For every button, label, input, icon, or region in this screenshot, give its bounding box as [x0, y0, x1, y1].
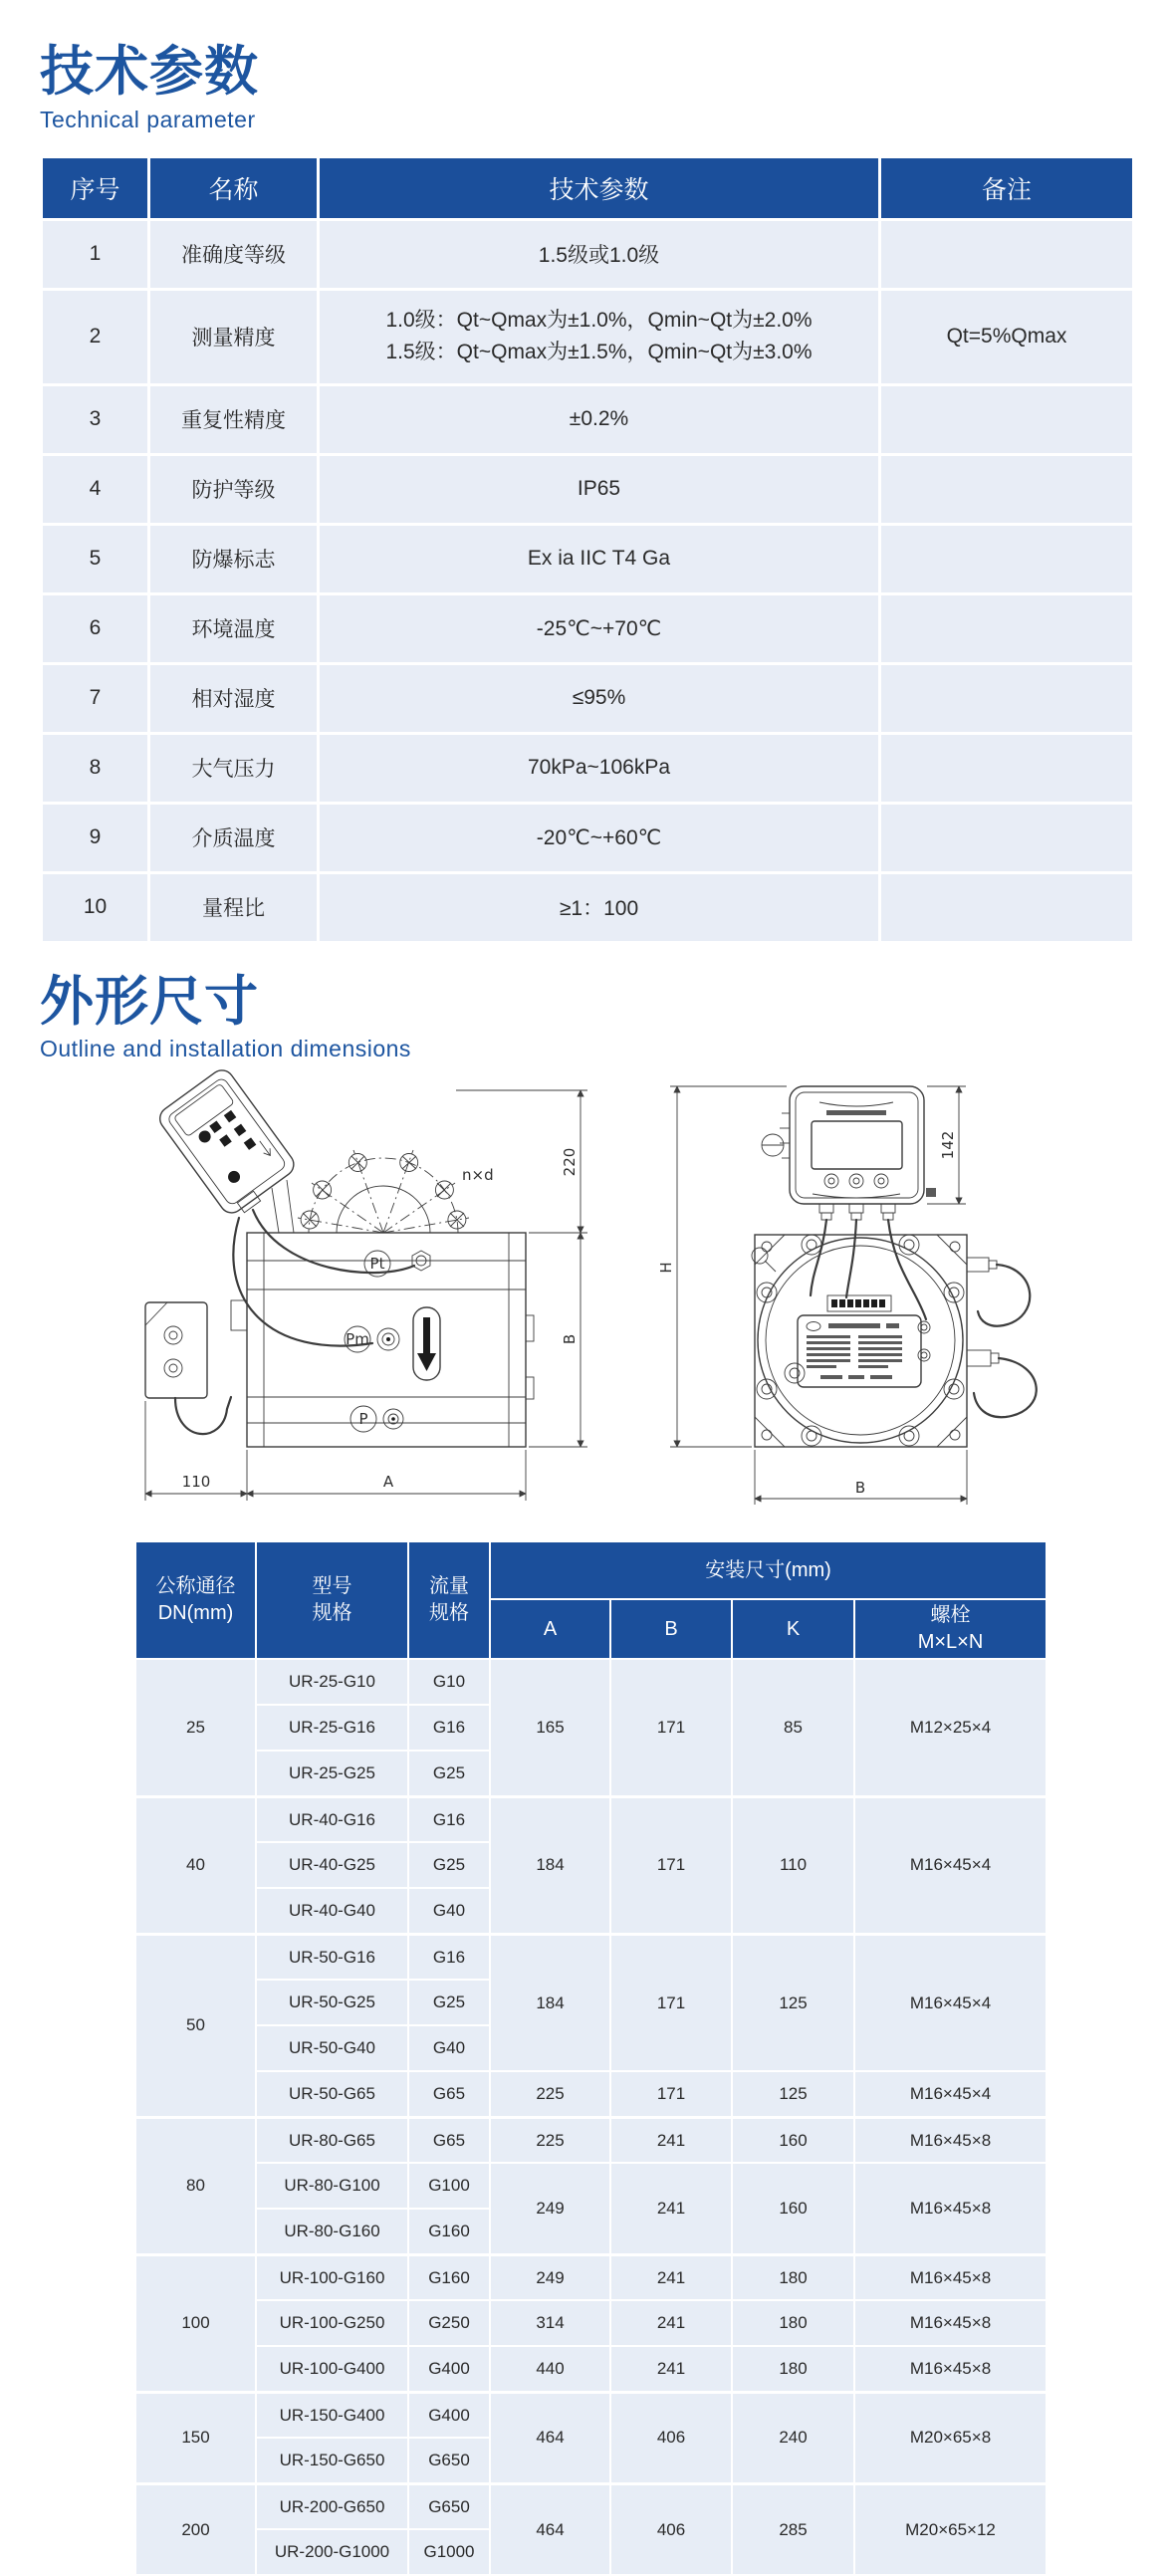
- cell-b: 241: [610, 2300, 732, 2346]
- cell-param: -25℃~+70℃: [319, 593, 880, 663]
- table-row: [135, 1934, 1047, 1980]
- table-header-row: [42, 156, 1134, 219]
- cell-note: [880, 524, 1134, 593]
- header-k: K: [732, 1599, 854, 1659]
- cell-bolt: M12×25×4: [854, 1659, 1047, 1796]
- side-view-drawing: [127, 1068, 615, 1515]
- cell-k: 85: [732, 1659, 854, 1796]
- cell-note: [880, 454, 1134, 524]
- dim-a-label: A: [382, 1473, 394, 1492]
- table-row: [42, 872, 1134, 942]
- section1-subtitle: Technical parameter: [40, 106, 256, 132]
- cell-b: 171: [610, 1659, 732, 1796]
- cell-flow: G650: [408, 2483, 490, 2529]
- cell-note: [880, 733, 1134, 803]
- cell-param: ≤95%: [319, 663, 880, 733]
- cell-flow: G65: [408, 2071, 490, 2117]
- cell-name: 环境温度: [149, 593, 319, 663]
- cell-name: 防爆标志: [149, 524, 319, 593]
- table-row: [135, 2071, 1047, 2117]
- cell-model: UR-40-G40: [256, 1888, 408, 1934]
- cell-model: UR-80-G100: [256, 2163, 408, 2209]
- cell-param: ±0.2%: [319, 384, 880, 454]
- port-p: [350, 1406, 403, 1432]
- cell-note: [880, 219, 1134, 289]
- dim-b-side-label: B: [561, 1334, 579, 1345]
- cell-flow: G40: [408, 2025, 490, 2071]
- cell-bolt: M16×45×4: [854, 2071, 1047, 2117]
- cell-param: Ex ia IIC T4 Ga: [319, 524, 880, 593]
- cell-k: 125: [732, 2071, 854, 2117]
- table-row: [42, 663, 1134, 733]
- cell-no: 10: [42, 872, 149, 942]
- cell-flow: G25: [408, 1751, 490, 1796]
- cell-flow: G250: [408, 2300, 490, 2346]
- cell-flow: G40: [408, 1888, 490, 1934]
- table-row: [135, 1659, 1047, 1705]
- cell-model: UR-100-G160: [256, 2254, 408, 2300]
- cell-k: 240: [732, 2392, 854, 2483]
- cell-dn: 25: [135, 1659, 256, 1796]
- cell-bolt: M16×45×8: [854, 2163, 1047, 2254]
- cell-bolt: M16×45×8: [854, 2300, 1047, 2346]
- header-flow: [408, 1541, 490, 1659]
- header-model: [256, 1541, 408, 1659]
- cell-model: UR-200-G650: [256, 2483, 408, 2529]
- front-view-drawing: [615, 1068, 1083, 1526]
- cell-name: 大气压力: [149, 733, 319, 803]
- table-row: [42, 524, 1134, 593]
- cell-param: 70kPa~106kPa: [319, 733, 880, 803]
- cell-bolt: M16×45×8: [854, 2254, 1047, 2300]
- cell-k: 160: [732, 2163, 854, 2254]
- cell-model: UR-25-G10: [256, 1659, 408, 1705]
- header-flow-line1: 流量: [429, 1575, 469, 1598]
- table-row: [42, 289, 1134, 384]
- table-row: [42, 454, 1134, 524]
- cell-param: -20℃~+60℃: [319, 803, 880, 872]
- cell-dn: 150: [135, 2392, 256, 2483]
- cell-model: UR-50-G16: [256, 1934, 408, 1980]
- cell-dn: 50: [135, 1934, 256, 2117]
- cell-no: 5: [42, 524, 149, 593]
- cell-model: UR-200-G1000: [256, 2529, 408, 2575]
- cell-b: 241: [610, 2346, 732, 2392]
- cell-model: UR-100-G400: [256, 2346, 408, 2392]
- cell-flow: G400: [408, 2346, 490, 2392]
- dim-220: [456, 1090, 587, 1233]
- cell-k: 160: [732, 2117, 854, 2163]
- cell-no: 2: [42, 289, 149, 384]
- cell-dn: 200: [135, 2483, 256, 2575]
- cell-flow: G25: [408, 1842, 490, 1888]
- cell-flow: G10: [408, 1659, 490, 1705]
- pm-label: Pm: [346, 1330, 369, 1349]
- cell-bolt: M20×65×12: [854, 2483, 1047, 2575]
- cell-model: UR-40-G16: [256, 1796, 408, 1842]
- cell-model: UR-80-G65: [256, 2117, 408, 2163]
- header-bolt: [854, 1599, 1047, 1659]
- cell-k: 110: [732, 1796, 854, 1934]
- cell-k: 180: [732, 2300, 854, 2346]
- cell-flow: G650: [408, 2438, 490, 2483]
- cell-name: 量程比: [149, 872, 319, 942]
- cell-param: 1.5级或1.0级: [319, 219, 880, 289]
- cell-dn: 80: [135, 2117, 256, 2254]
- mounting-post: [237, 1180, 294, 1233]
- cell-flow: G160: [408, 2254, 490, 2300]
- bolt-count-label: n×d: [462, 1166, 494, 1185]
- table-row: [135, 2254, 1047, 2300]
- cell-model: UR-25-G25: [256, 1751, 408, 1796]
- cell-model: UR-40-G25: [256, 1842, 408, 1888]
- header-model-line2: 规格: [312, 1602, 352, 1625]
- cell-no: 9: [42, 803, 149, 872]
- cell-no: 6: [42, 593, 149, 663]
- cell-model: UR-25-G16: [256, 1705, 408, 1751]
- flow-direction-arrow: [413, 1307, 440, 1380]
- cell-flow: G16: [408, 1705, 490, 1751]
- cell-k: 285: [732, 2483, 854, 2575]
- cell-flow: G1000: [408, 2529, 490, 2575]
- table-row: [135, 2117, 1047, 2163]
- cell-a: 184: [490, 1934, 610, 2071]
- display-head-front: [762, 1086, 936, 1204]
- cell-bolt: M16×45×4: [854, 1934, 1047, 2071]
- header-dn: [135, 1541, 256, 1659]
- cell-no: 1: [42, 219, 149, 289]
- cell-note: Qt=5%Qmax: [880, 289, 1134, 384]
- header-no: 序号: [42, 156, 149, 219]
- cell-a: 225: [490, 2071, 610, 2117]
- junction-box: [145, 1302, 231, 1434]
- cell-a: 464: [490, 2392, 610, 2483]
- header-flow-line2: 规格: [429, 1602, 469, 1625]
- cell-note: [880, 872, 1134, 942]
- dim-b-side: [529, 1233, 587, 1447]
- cell-b: 241: [610, 2254, 732, 2300]
- section1-title: 技术参数: [40, 42, 259, 102]
- dim-142: [927, 1086, 966, 1204]
- dim-h: [657, 1086, 787, 1447]
- side-connectors: [967, 1258, 1037, 1417]
- header-model-line1: 型号: [312, 1575, 352, 1598]
- section2-subtitle: Outline and installation dimensions: [40, 1036, 411, 1062]
- cell-flow: G16: [408, 1934, 490, 1980]
- cell-bolt: M16×45×8: [854, 2346, 1047, 2392]
- cell-param: IP65: [319, 454, 880, 524]
- cell-k: 180: [732, 2254, 854, 2300]
- cell-model: UR-50-G25: [256, 1980, 408, 2025]
- cell-bolt: M20×65×8: [854, 2392, 1047, 2483]
- cell-note: [880, 803, 1134, 872]
- dim-142-label: 142: [939, 1131, 957, 1160]
- cell-model: UR-50-G40: [256, 2025, 408, 2071]
- cell-flow: G100: [408, 2163, 490, 2209]
- bolt-circle: [298, 1150, 494, 1233]
- table-row: [42, 803, 1134, 872]
- cell-k: 180: [732, 2346, 854, 2392]
- cell-flow: G25: [408, 1980, 490, 2025]
- header-name: 名称: [149, 156, 319, 219]
- cell-b: 171: [610, 1934, 732, 2071]
- nameplate: [785, 1295, 930, 1387]
- cell-note: [880, 663, 1134, 733]
- cell-model: UR-150-G400: [256, 2392, 408, 2438]
- cell-dn: 100: [135, 2254, 256, 2392]
- nameplate-text-lines: [807, 1335, 902, 1379]
- pt-label: Pt: [369, 1255, 385, 1274]
- cell-no: 7: [42, 663, 149, 733]
- flange-bolts: [757, 1235, 964, 1446]
- dim-b-front: [755, 1450, 967, 1505]
- header-bolt-line2: M×L×N: [917, 1631, 984, 1654]
- cell-name: 防护等级: [149, 454, 319, 524]
- tech-params-section: [0, 0, 1165, 944]
- table-row: [42, 593, 1134, 663]
- cell-a: 225: [490, 2117, 610, 2163]
- header-param: 技术参数: [319, 156, 880, 219]
- header-dn-line2: DN(mm): [157, 1602, 234, 1625]
- outline-drawings: [127, 1068, 1165, 1526]
- cell-b: 241: [610, 2163, 732, 2254]
- cell-flow: G65: [408, 2117, 490, 2163]
- dimensions-section: [0, 944, 1165, 2576]
- cell-param: ≥1：100: [319, 872, 880, 942]
- cell-flow: G400: [408, 2392, 490, 2438]
- cell-bolt: M16×45×4: [854, 1796, 1047, 1934]
- header-install-group: 安装尺寸(mm): [490, 1541, 1047, 1599]
- cell-flow: G160: [408, 2209, 490, 2254]
- dim-220-label: 220: [561, 1148, 579, 1177]
- header-b: B: [610, 1599, 732, 1659]
- cell-note: [880, 384, 1134, 454]
- table-row: [42, 733, 1134, 803]
- cell-b: 241: [610, 2117, 732, 2163]
- param-line-2: 1.5级：Qt~Qmax为±1.5%，Qmin~Qt为±3.0%: [385, 341, 813, 364]
- dimensions-table: [134, 1540, 1048, 2576]
- dim-h-label: H: [657, 1262, 675, 1275]
- table-header-row: [135, 1541, 1047, 1599]
- header-bolt-line1: 螺栓: [930, 1604, 971, 1627]
- meter-body-front: [752, 1235, 967, 1447]
- cell-name: 准确度等级: [149, 219, 319, 289]
- p-label: P: [358, 1410, 368, 1429]
- dim-b-front-label: B: [854, 1479, 866, 1498]
- cell-a: 464: [490, 2483, 610, 2575]
- cell-a: 249: [490, 2163, 610, 2254]
- cell-b: 406: [610, 2392, 732, 2483]
- cell-no: 4: [42, 454, 149, 524]
- cell-no: 8: [42, 733, 149, 803]
- table-row: [135, 2483, 1047, 2529]
- section2-title: 外形尺寸: [40, 971, 259, 1032]
- cell-flow: G16: [408, 1796, 490, 1842]
- cell-b: 171: [610, 1796, 732, 1934]
- table-row: [135, 2346, 1047, 2392]
- dim-110-and-a: [145, 1401, 526, 1501]
- header-a: A: [490, 1599, 610, 1659]
- cell-bolt: M16×45×8: [854, 2117, 1047, 2163]
- cell-a: 440: [490, 2346, 610, 2392]
- display-head-side: [155, 1066, 299, 1218]
- cell-no: 3: [42, 384, 149, 454]
- cell-k: 125: [732, 1934, 854, 2071]
- table-row: [42, 384, 1134, 454]
- cell-note: [880, 593, 1134, 663]
- cell-name: 测量精度: [149, 289, 319, 384]
- cell-name: 相对湿度: [149, 663, 319, 733]
- dim-110-label: 110: [181, 1473, 211, 1492]
- cell-b: 406: [610, 2483, 732, 2575]
- cell-a: 165: [490, 1659, 610, 1796]
- table-row: [135, 2300, 1047, 2346]
- cell-a: 314: [490, 2300, 610, 2346]
- cell-a: 249: [490, 2254, 610, 2300]
- table-row: [135, 2163, 1047, 2209]
- cell-dn: 40: [135, 1796, 256, 1934]
- cell-a: 184: [490, 1796, 610, 1934]
- cell-model: UR-50-G65: [256, 2071, 408, 2117]
- tech-params-table: [40, 155, 1135, 944]
- port-pm: [345, 1326, 399, 1352]
- cell-name: 重复性精度: [149, 384, 319, 454]
- cell-model: UR-80-G160: [256, 2209, 408, 2254]
- table-row: [135, 1796, 1047, 1842]
- table-row: [42, 219, 1134, 289]
- table-row: [135, 2392, 1047, 2438]
- cell-param: [319, 289, 880, 384]
- header-note: 备注: [880, 156, 1134, 219]
- cell-name: 介质温度: [149, 803, 319, 872]
- param-line-1: 1.0级：Qt~Qmax为±1.0%，Qmin~Qt为±2.0%: [385, 308, 813, 332]
- cell-model: UR-100-G250: [256, 2300, 408, 2346]
- cell-b: 171: [610, 2071, 732, 2117]
- header-dn-line1: 公称通径: [155, 1575, 236, 1598]
- cell-model: UR-150-G650: [256, 2438, 408, 2483]
